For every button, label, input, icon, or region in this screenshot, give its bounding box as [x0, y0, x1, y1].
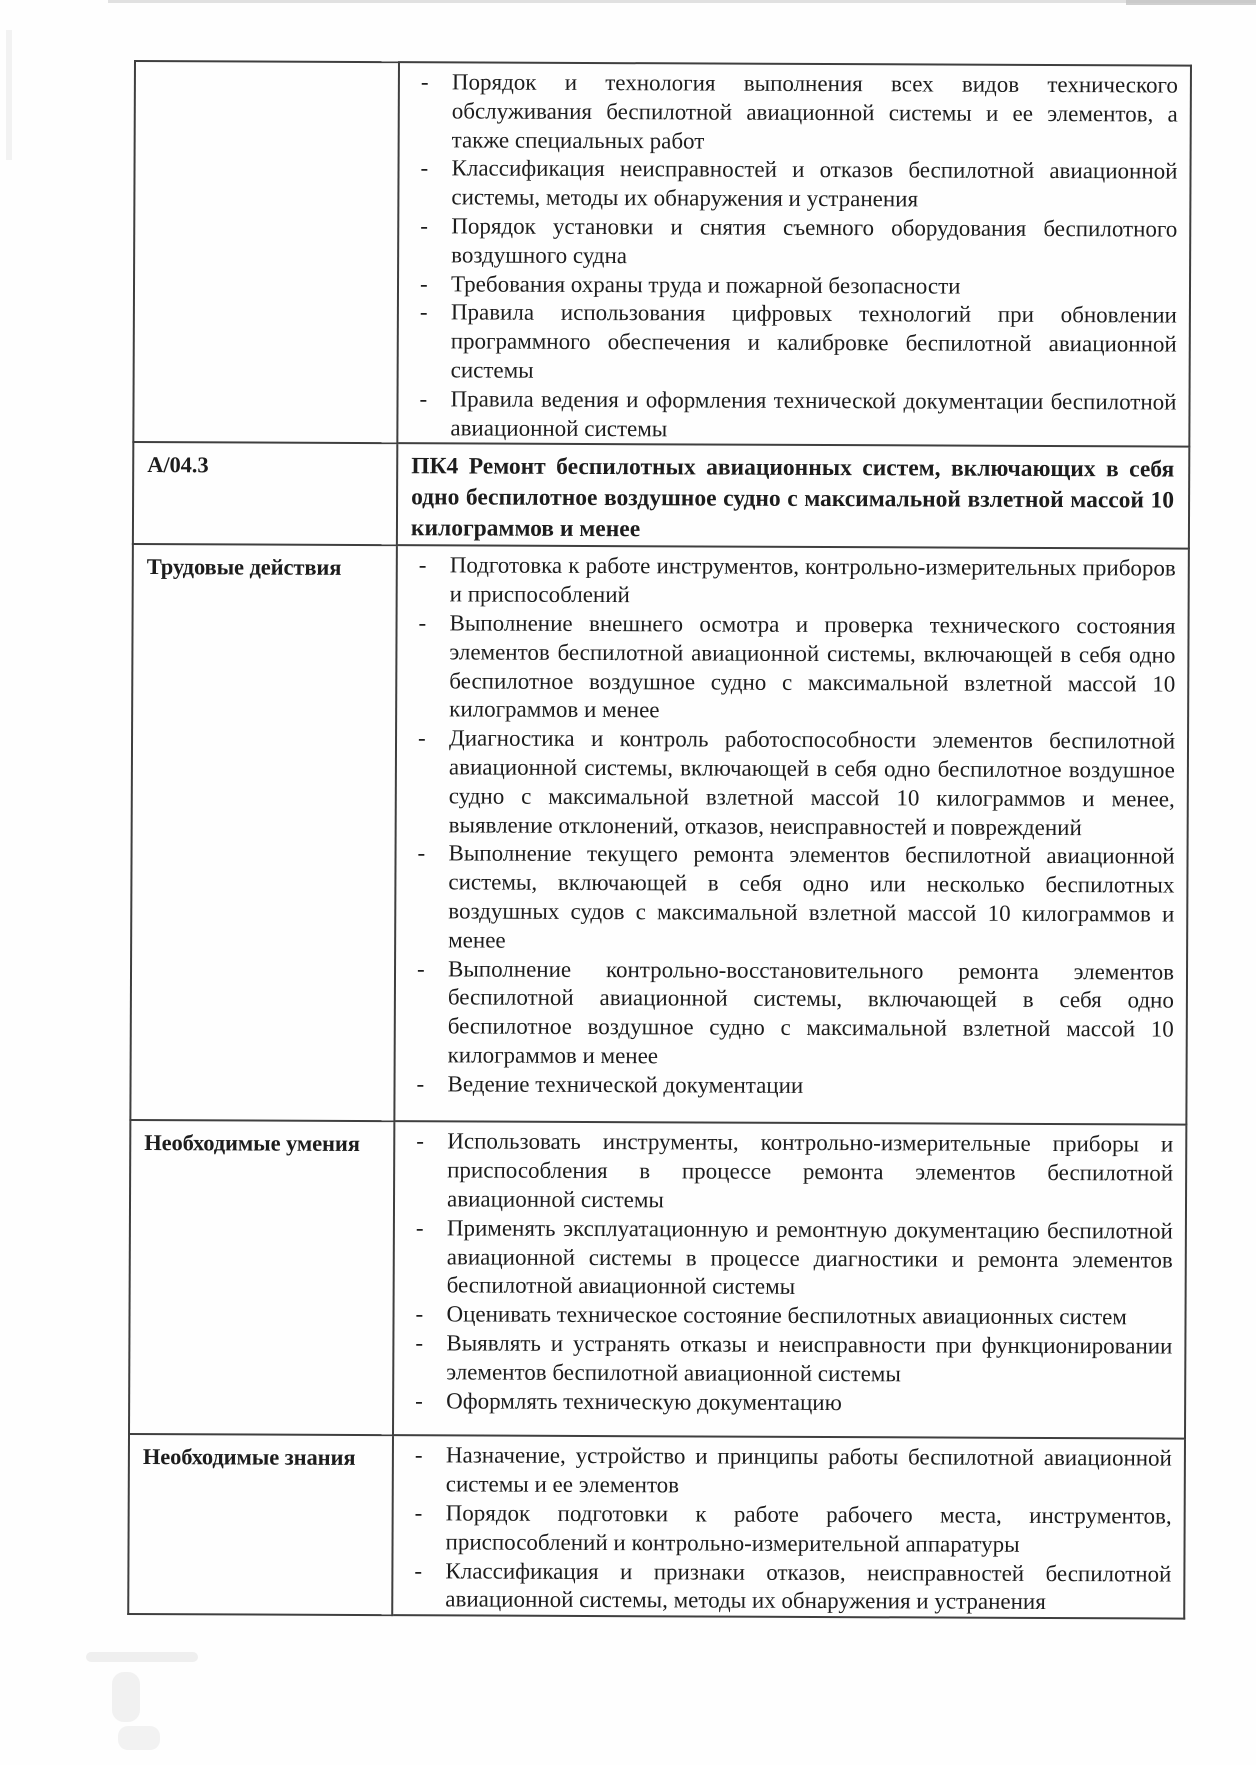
bullet-dash: - — [415, 1301, 424, 1327]
bullet-item — [412, 68, 1178, 158]
bullet-text: Назначение, устройство и принципы работы беспилотной авиационной системы и ее элементов — [445, 1442, 1172, 1498]
bullet-text: Требования охраны труда и пожарной безопасности — [450, 270, 961, 299]
scan-artifact — [6, 30, 12, 160]
bullet-text: Выполнение текущего ремонта элементов беспилотной авиационной системы, включающей в себя одно или несколько беспилотных воздушных судов с максимальной взлетной массой 10 килограммов и менее — [448, 840, 1175, 953]
bullet-text: Диагностика и контроль работоспособности элементов беспилотной авиационной системы, включающей в себя одно беспилотное воздушное судно с максимальной взлетной массой 10 килограммов и менее, выявление отклонений, отказов, неисправностей и повреждений — [448, 725, 1176, 840]
row-label-cell-empty — [133, 61, 399, 444]
bullet-dash: - — [416, 1070, 425, 1096]
bullet-dash: - — [415, 1330, 424, 1356]
bullet-text: Ведение технической документации — [447, 1071, 804, 1098]
bullet-item — [406, 1387, 1172, 1419]
bullet-item — [405, 1499, 1171, 1560]
bullet-dash: - — [414, 1557, 423, 1583]
bullet-dash: - — [414, 1442, 423, 1468]
bullet-item — [406, 1300, 1172, 1332]
bullet-item — [408, 955, 1174, 1074]
bullet-item — [410, 385, 1176, 446]
row-content-cell — [393, 1122, 1186, 1439]
row-label-cell: Трудовые действия — [130, 544, 397, 1121]
bullet-text: Порядок подготовки к работе рабочего места, инструментов, приспособлений и контрольно-измерительной аппаратуры — [445, 1500, 1172, 1557]
bullet-item — [408, 840, 1174, 959]
bullet-item — [407, 1128, 1173, 1218]
table-row-function-code — [133, 442, 1189, 549]
bullet-dash: - — [418, 610, 427, 636]
competency-header-cell: ПК4 Ремонт беспилотных авиационных систем, включающих в себя одно беспилотное воздушное судно с максимальной взлетной массой 10 килограммов и менее — [397, 444, 1189, 549]
bullet-text: Правила использования цифровых технологий при обновлении программного обеспечения и калибровке беспилотной авиационной системы — [450, 299, 1177, 383]
bullet-dash: - — [415, 1214, 424, 1241]
bullet-item — [406, 1329, 1172, 1390]
bullet-dash: - — [420, 213, 429, 239]
bullet-text: Порядок и технология выполнения всех видов технического обслуживания беспилотной авиационной системы и ее элементов, а также специальных работ — [451, 69, 1178, 154]
table-row-required-knowledge — [128, 1434, 1185, 1618]
bullet-text: Классификация и признаки отказов, неисправностей беспилотной авиационной системы, методы их обнаружения и устранения — [445, 1557, 1172, 1615]
bullet-dash: - — [419, 299, 428, 325]
row-content-cell — [394, 546, 1189, 1125]
bullet-dash: - — [417, 725, 426, 751]
bullet-dash: - — [420, 69, 429, 95]
bullet-text: Оценивать техническое состояние беспилотных авиационных систем — [446, 1301, 1127, 1330]
bullet-text: Подготовка к работе инструментов, контрольно-измерительных приборов и приспособлений — [449, 552, 1176, 608]
bullet-text: Выполнение контрольно-восстановительного ремонта элементов беспилотной авиационной системы, включающей в себя одно беспилотное воздушное судно с максимальной взлетной массой 10 килограммов и менее — [447, 955, 1175, 1069]
bullet-item — [406, 1442, 1172, 1503]
bullet-item — [411, 270, 1177, 302]
bullet-item — [407, 1214, 1173, 1304]
bullet-item — [405, 1557, 1171, 1618]
bullet-dash: - — [419, 386, 428, 412]
bullet-dash: - — [418, 552, 427, 578]
bullet-item — [409, 609, 1175, 728]
bullet-text: Порядок установки и снятия съемного оборудования беспилотного воздушного судна — [451, 213, 1178, 268]
bullet-dash: - — [420, 155, 429, 181]
bullet-dash: - — [416, 955, 425, 981]
bullet-text: Выполнение внешнего осмотра и проверка технического состояния элементов беспилотной авиационной системы, включающей в себя одно беспилотное воздушное судно с максимальной взлетной массой 10 килограммов и менее — [449, 610, 1176, 723]
bullet-item — [407, 1070, 1173, 1102]
scan-artifact — [118, 1726, 160, 1750]
bullet-item — [409, 724, 1175, 843]
bullet-text: Оформлять техническую документацию — [446, 1387, 842, 1415]
row-content-cell — [397, 62, 1191, 447]
bullet-dash: - — [419, 270, 428, 296]
table-row-continuation — [133, 61, 1191, 447]
row-label-cell: Необходимые умения — [129, 1120, 394, 1435]
bullet-item — [411, 299, 1177, 389]
bullet-item — [411, 155, 1177, 216]
bullet-text: Выявлять и устранять отказы и неисправности при функционировании элементов беспилотной авиационной системы — [446, 1330, 1173, 1387]
bullet-dash: - — [414, 1500, 423, 1526]
bullet-dash: - — [417, 840, 426, 866]
row-label-cell: Необходимые знания — [128, 1434, 393, 1615]
bullet-dash: - — [416, 1128, 425, 1154]
row-content-cell — [392, 1436, 1185, 1619]
scan-artifact — [1126, 0, 1256, 5]
bullet-item — [410, 552, 1176, 613]
professional-standard-table — [127, 60, 1192, 1620]
table-row-required-skills — [129, 1120, 1186, 1439]
function-code-cell: А/04.3 — [133, 442, 397, 545]
bullet-item — [411, 212, 1177, 273]
bullet-text: Классификация неисправностей и отказов беспилотной авиационной системы, методы их обнаружения и устранения — [451, 155, 1178, 212]
scan-artifact — [108, 0, 1256, 3]
bullet-dash: - — [415, 1387, 423, 1413]
bullet-text: Правила ведения и оформления технической документации беспилотной авиационной системы — [450, 386, 1177, 441]
bullet-text: Применять эксплуатационную и ремонтную документацию беспилотной авиационной системы в процессе диагностики и ремонта элементов беспилотной авиационной системы — [446, 1215, 1173, 1300]
table-row-labor-actions — [130, 544, 1189, 1125]
scan-artifact — [112, 1672, 140, 1722]
scan-artifact — [86, 1652, 198, 1662]
bullet-text: Использовать инструменты, контрольно-измерительные приборы и приспособления в процессе ремонта элементов беспилотной авиационной системы — [446, 1128, 1174, 1213]
